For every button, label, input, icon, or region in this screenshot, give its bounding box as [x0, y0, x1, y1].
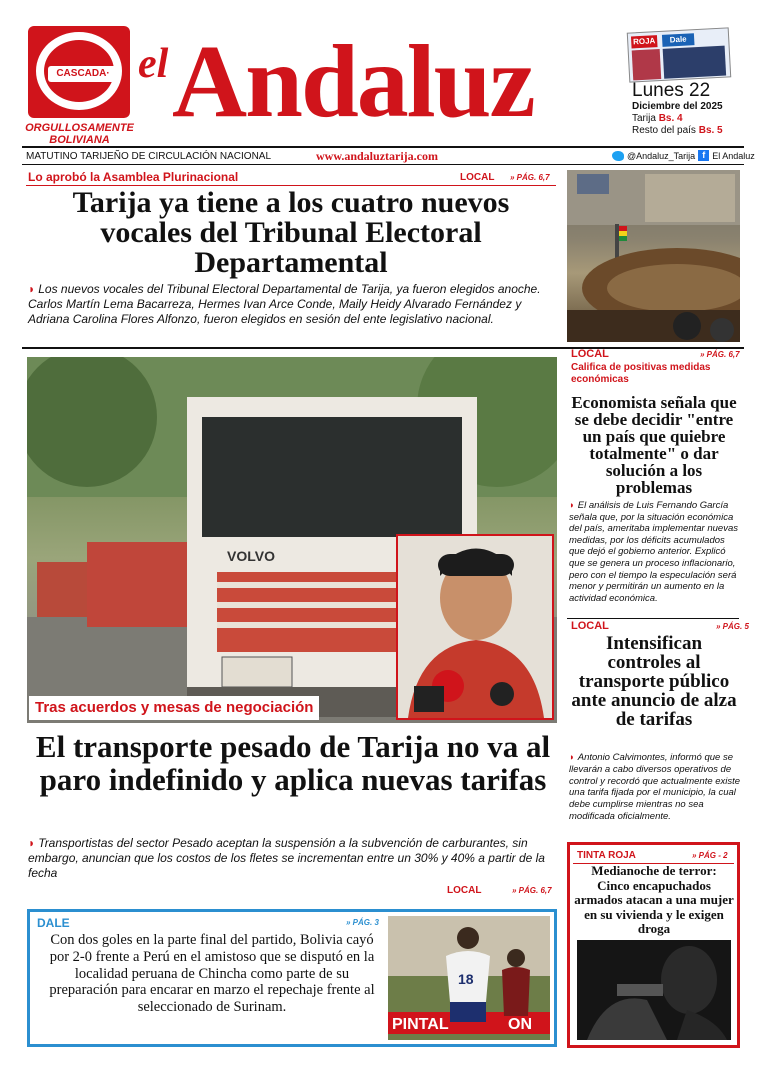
section-label: LOCAL: [447, 885, 482, 896]
transport-controls-headline[interactable]: Intensifican controles al transporte público ante anuncio de alza de tarifas: [571, 633, 737, 730]
crime-photo-art: [577, 940, 731, 1040]
twitter-icon[interactable]: [612, 151, 624, 161]
price-label: Tarija: [632, 113, 656, 124]
mini-cover-thumbnail[interactable]: [627, 27, 731, 82]
bullet-icon: ◗: [569, 752, 575, 763]
price-national: [632, 125, 723, 136]
football-photo[interactable]: [388, 916, 550, 1040]
paper-name-prefix: el: [138, 41, 169, 87]
lead-summary-text: Los nuevos vocales del Tribunal Electoral Departamental de Tarija, ya fueron elegidos anoche. Carlos Martín Lema Bacarreza, Hermes Ivan Arce Conde, Maily Heidy Alvarado Fernández y Adriana Carolina Flores Alfonzo, fueron elegidos en sesión del ente legislativo nacional.: [28, 282, 541, 326]
main-summary-text: Transportistas del sector Pesado aceptan la suspensión a la subvención de carburantes, sin embargo, anuncian que los costos de los fletes se incrementan entre un 30% y 40% a partir de la fecha: [28, 836, 545, 880]
twitter-handle[interactable]: @Andaluz_Tarija: [627, 150, 696, 161]
photo-caption: Tras acuerdos y mesas de negociación: [29, 696, 319, 720]
facebook-handle[interactable]: El Andaluz: [712, 150, 755, 161]
assembly-photo-art: [567, 170, 740, 342]
price-local: [632, 113, 683, 124]
story-kicker: Califica de positivas medidas económicas: [571, 362, 711, 385]
section-label: TINTA ROJA: [577, 850, 636, 861]
interviewee-photo-art: [398, 536, 552, 718]
section-label: LOCAL: [571, 620, 609, 632]
economist-summary: [569, 500, 741, 604]
mini-cover-image: [663, 46, 726, 79]
social-links: [612, 150, 755, 161]
lead-headline[interactable]: Tarija ya tiene a los cuatro nuevos vocales del Tribunal Electoral Departamental: [72, 186, 510, 279]
lead-kicker: Lo aprobó la Asamblea Plurinacional: [28, 170, 239, 184]
price-value: Bs. 5: [698, 125, 723, 136]
bullet-icon: ◗: [28, 282, 36, 296]
lead-summary: [28, 282, 560, 327]
banner-text: PINTAL: [392, 1016, 449, 1033]
bullet-icon: ◗: [569, 500, 575, 511]
football-headline[interactable]: Con dos goles en la parte final del partido, Bolivia cayó por 2-0 frente a Perú en el amistoso que se disputó en la localidad peruana de Chincha como parte de su preparación para encarar en marzo el repechaje frente al seleccionado de Surinam.: [49, 932, 375, 1016]
logo[interactable]: [28, 26, 130, 118]
website-link[interactable]: www.andaluztarija.com: [316, 149, 438, 163]
logo-label: CASCADA·: [48, 66, 118, 82]
transport-controls-summary: [569, 752, 741, 823]
price-label: Resto del país: [632, 125, 696, 136]
page-reference[interactable]: » PÁG. 6,7: [510, 173, 550, 182]
paper-name[interactable]: Andaluz: [172, 24, 534, 139]
crime-headline[interactable]: Medianoche de terror: Cinco encapuchados armados atacan a una mujer en su vivienda y le exigen droga: [574, 863, 734, 936]
page-reference[interactable]: » PÁG. 6,7: [512, 886, 552, 895]
tagline: MATUTINO TARIJEÑO DE CIRCULACIÓN NACIONAL: [26, 151, 272, 162]
bullet-icon: ◗: [28, 836, 36, 850]
section-label: LOCAL: [460, 172, 495, 183]
divider: [22, 146, 744, 148]
page-reference[interactable]: » PÁG. 6,7: [700, 350, 740, 359]
page-reference[interactable]: » PÁG. 5: [716, 622, 749, 631]
mini-cover-image: [632, 49, 662, 80]
section-label: DALE: [37, 916, 70, 930]
interviewee-photo[interactable]: [396, 534, 554, 720]
page-reference[interactable]: » PÁG - 2: [692, 851, 728, 860]
price-value: Bs. 4: [658, 113, 683, 124]
divider: [567, 618, 739, 619]
issue-date: Diciembre del 2025: [632, 101, 723, 112]
divider: [22, 164, 744, 165]
page-reference[interactable]: » PÁG. 3: [346, 918, 379, 927]
transport-controls-summary-text: Antonio Calvimontes, informó que se llevarán a cabo diversos operativos de control y recordó que actualmente existe una tarifa fijada por el municipio, la cual debe cumplirse mientras no sea modificada oficialmente.: [569, 752, 741, 822]
football-photo-art: [388, 916, 550, 1040]
issue-day: Lunes 22: [632, 80, 711, 101]
banner-text: ON: [508, 1016, 532, 1033]
mini-cover-label: ROJA: [631, 35, 658, 48]
facebook-icon[interactable]: f: [698, 150, 709, 161]
economist-headline[interactable]: Economista señala que se debe decidir "entre un país que quiebre totalmente" o dar solución a los problemas: [571, 393, 737, 497]
economist-summary-text: El análisis de Luis Fernando García señala que, por la situación económica del país, ameritaba implementar nuevas medidas, por los déficits acumulados que dejó el gobierno anterior. Explicó que se genera un proceso inflacionario, pero con el tiempo la especulación será menor y permitirán un aumento en la actividad económica.: [569, 500, 738, 604]
mini-cover-label: Dale: [662, 33, 695, 47]
crime-photo[interactable]: [577, 940, 731, 1040]
truck-brand-text: VOLVO: [227, 548, 275, 564]
main-summary: [28, 836, 558, 881]
logo-motto: ORGULLOSAMENTE BOLIVIANA: [25, 122, 134, 146]
jersey-number: 18: [458, 971, 474, 987]
section-label: LOCAL: [571, 348, 609, 360]
assembly-session-photo[interactable]: [567, 170, 740, 342]
main-headline[interactable]: El transporte pesado de Tarija no va al paro indefinido y aplica nuevas tarifas: [35, 729, 551, 797]
